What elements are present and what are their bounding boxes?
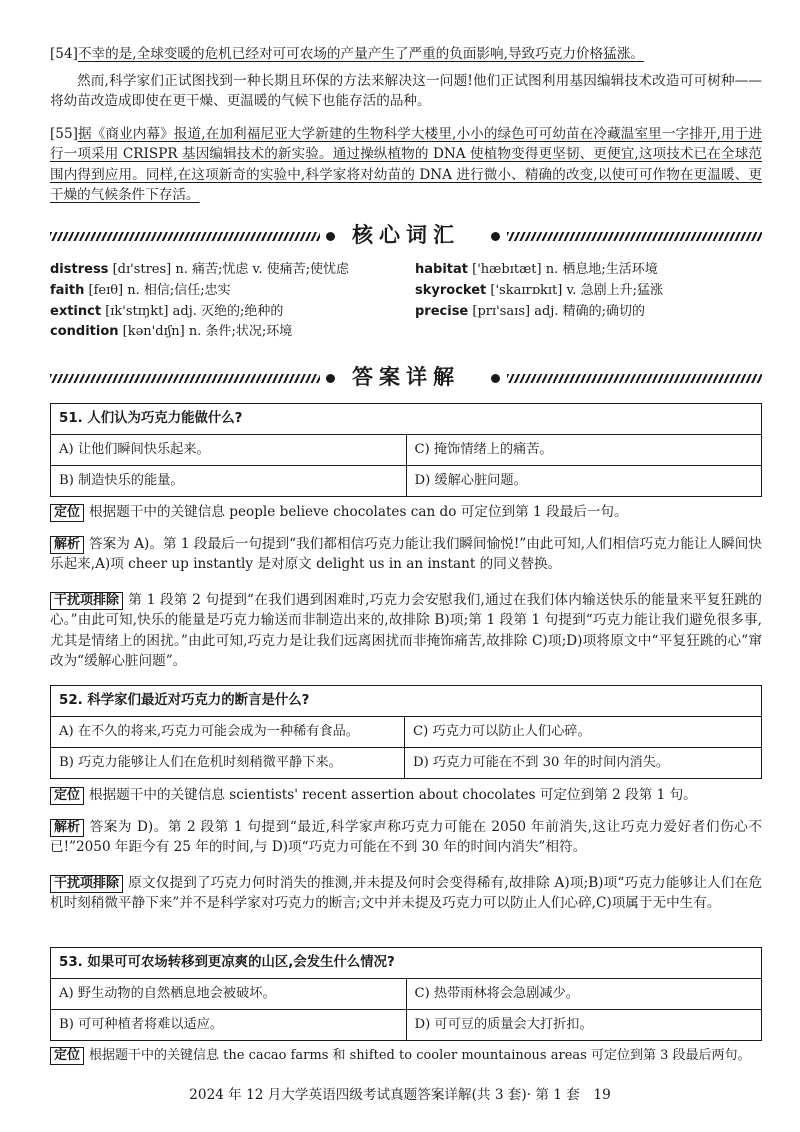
q51-distractor: 干扰项排除 第 1 段第 2 句提到“在我们遇到困难时,巧克力会安慰我们,通过在我们体内输送快乐的能量来平复狂跳的心。”由此可知,快乐的能量是巧克力输送而非制造出来的,故排除 B)项;第 1 段第 1 句提到“巧克力能让我们避免很多事,尤其是情绪上的困扰。”由此可知,巧克力是让我们远离困扰而非掩饰痛苦,故排除 C)项;D)项将原文中“平复狂跳的心”窜改为“缓解心脏问题”。 <box>50 592 762 670</box>
option-row <box>51 465 761 496</box>
option-a: A) 在不久的将来,巧克力可能会成为一种稀有食品。 <box>59 724 359 739</box>
paragraph-54 <box>50 44 762 64</box>
q52-locate: 定位 根据题干中的关键信息 scientists' recent assertion about chocolates 可定位到第 2 段第 1 句。 <box>50 785 762 805</box>
locate-tag: 定位 <box>50 1047 84 1065</box>
distractor-tag: 干扰项排除 <box>50 592 123 610</box>
option-c: C) 掩饰情绪上的痛苦。 <box>406 435 762 465</box>
section-title: 答案详解 <box>352 365 460 389</box>
paragraph-number: [54] <box>50 46 78 62</box>
option-a: A) 野生动物的自然栖息地会被破坏。 <box>59 986 276 1001</box>
option-a: A) 让他们瞬间快乐起来。 <box>59 442 210 457</box>
option-row <box>51 979 761 1009</box>
option-row <box>51 747 761 778</box>
paragraph-55 <box>50 124 762 206</box>
hatch-divider <box>507 232 762 241</box>
question-53-box <box>50 947 762 1041</box>
question-text: 51. 人们认为巧克力能做什么? <box>51 404 761 435</box>
option-d: D) 巧克力可能在不到 30 年的时间内消失。 <box>404 748 761 778</box>
option-b: B) 可可种植者将难以适应。 <box>59 1017 224 1032</box>
q51-analysis: 解析 答案为 A)。第 1 段最后一句提到“我们都相信巧克力能让我们瞬间愉悦!”由此可知,人们相信巧克力能让人瞬间快乐起来,A)项 cheer up instantly 是对原文 delight us in an instant 的同义替换。 <box>50 536 762 573</box>
option-d: D) 缓解心脏问题。 <box>406 466 762 496</box>
vocab-item: distress [dɪ'stres] n. 痛苦;忧虑 v. 使痛苦;使忧虑 <box>50 262 349 277</box>
q53-locate: 定位 根据题干中的关键信息 the cacao farms 和 shifted to cooler mountainous areas 可定位到第 3 段最后两句。 <box>50 1046 762 1066</box>
option-row <box>51 717 761 747</box>
locate-tag: 定位 <box>50 787 84 805</box>
option-row <box>51 1009 761 1040</box>
hatch-divider <box>507 374 762 383</box>
bullet-dot <box>491 232 500 241</box>
paragraph-number: [55] <box>50 126 78 142</box>
vocab-list-left <box>50 260 349 343</box>
locate-tag: 定位 <box>50 504 84 522</box>
vocab-item: extinct [ɪk'stɪŋkt] adj. 灭绝的;绝种的 <box>50 303 284 319</box>
paragraph-text: 不幸的是,全球变暖的危机已经对可可农场的产量产生了严重的负面影响,导致巧克力价格猛涨。 <box>77 46 644 62</box>
analysis-tag: 解析 <box>50 536 84 554</box>
option-b: B) 巧克力能够让人们在危机时刻稍微平静下来。 <box>59 755 342 770</box>
paragraph-54-continued: 然而,科学家们正试图找到一种长期且环保的方法来解决这一问题!他们正试图利用基因编辑技术改造可可树种——将幼苗改造成即使在更干燥、更温暖的气候下也能存活的品种。 <box>50 73 762 110</box>
question-51-box <box>50 403 762 497</box>
page-footer: 2024 年 12 月大学英语四级考试真题答案详解(共 3 套)· 第 1 套 19 <box>189 1087 611 1103</box>
question-52-box <box>50 685 762 779</box>
q51-locate: 定位 根据题干中的关键信息 people believe chocolates can do 可定位到第 1 段最后一句。 <box>50 502 762 522</box>
q52-distractor: 干扰项排除 原文仅提到了巧克力何时消失的推测,并未提及何时会变得稀有,故排除 A)项;B)项“巧克力能够让人们在危机时刻稍微平静下来”并不是科学家对巧克力的断言;文中并未提及巧克力可以防止人们心碎,C)项属于无中生有。 <box>50 875 762 912</box>
section-header-vocabulary <box>50 224 762 250</box>
distractor-tag: 干扰项排除 <box>50 875 123 893</box>
vocab-item: habitat ['hæbɪtæt] n. 栖息地;生活环境 <box>415 262 658 277</box>
vocab-list-right <box>415 260 663 322</box>
vocab-item: skyrocket ['skaɪrɒkɪt] v. 急剧上升;猛涨 <box>415 282 663 298</box>
q52-analysis: 解析 答案为 D)。第 2 段第 1 句提到“最近,科学家声称巧克力可能在 2050 年前消失,这让巧克力爱好者们伤心不已!”2050 年距今有 25 年的时间,与 D)项“巧克力可能在不到 30 年的时间内消失”相符。 <box>50 819 762 856</box>
vocab-item: condition [kən'dɪʃn] n. 条件;状况;环境 <box>50 324 293 340</box>
option-c: C) 巧克力可以防止人们心碎。 <box>404 717 761 747</box>
option-d: D) 可可豆的质量会大打折扣。 <box>406 1010 762 1040</box>
bullet-dot <box>491 374 500 383</box>
question-text: 52. 科学家们最近对巧克力的断言是什么? <box>51 686 761 717</box>
vocab-item: precise [prɪ'saɪs] adj. 精确的;确切的 <box>415 303 645 319</box>
section-title: 核心词汇 <box>352 223 460 247</box>
option-c: C) 热带雨林将会急剧减少。 <box>406 979 762 1009</box>
option-row <box>51 435 761 465</box>
section-header-answers <box>50 366 762 392</box>
question-text: 53. 如果可可农场转移到更凉爽的山区,会发生什么情况? <box>51 948 761 979</box>
vocab-item: faith [feɪθ] n. 相信;信任;忠实 <box>50 282 231 298</box>
option-b: B) 制造快乐的能量。 <box>59 473 184 488</box>
analysis-tag: 解析 <box>50 819 84 837</box>
paragraph-text: 据《商业内幕》报道,在加利福尼亚大学新建的生物科学大楼里,小小的绿色可可幼苗在冷藏温室里一字排开,用于进行一项采用 CRISPR 基因编辑技术的新实验。通过操纵植物的 DNA 使植物变得更坚韧、更便宜,这项技术已在全球范围内得到应用。同样,在这项新奇的实验中,科学家将对幼苗的 DNA 进行微小、精确的改变,以使可可作物在更温暖、更干燥的气候条件下存活。 <box>50 126 762 204</box>
